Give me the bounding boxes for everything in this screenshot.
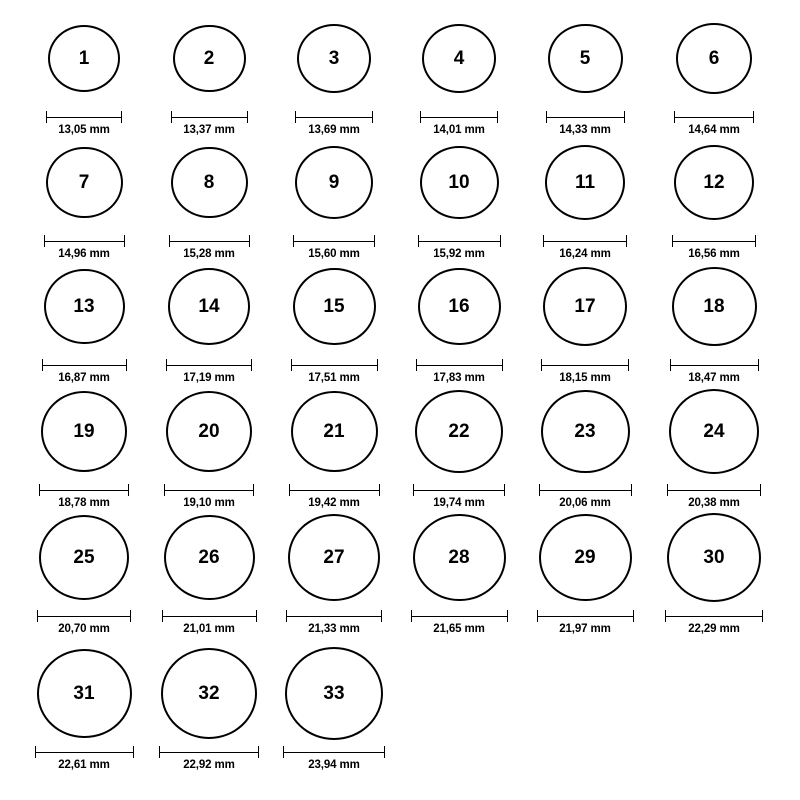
- ring-size-cell: [652, 511, 776, 635]
- caliper-measure-marker: [541, 359, 629, 370]
- ring-size-number: 16: [448, 295, 470, 317]
- ring-diameter-label: 22,61 mm: [58, 759, 110, 771]
- ring-size-number: 13: [73, 295, 95, 317]
- ring-size-cell: [22, 647, 146, 771]
- caliper-measure-marker: [159, 746, 259, 757]
- ring-size-cell: [652, 260, 776, 384]
- ring-circle: [44, 269, 125, 345]
- ring-size-cell: [397, 260, 521, 384]
- ring-size-cell: [22, 511, 146, 635]
- ring-size-cell: [22, 136, 146, 260]
- ring-size-number: 4: [453, 47, 465, 69]
- ring-circle: [46, 147, 123, 219]
- ring-diameter-label: 22,29 mm: [688, 623, 740, 635]
- ring-size-number: 30: [703, 546, 725, 568]
- caliper-measure-marker: [44, 235, 125, 246]
- ring-circle: [674, 145, 754, 220]
- caliper-measure-marker: [35, 746, 134, 757]
- ring-diameter-label: 21,65 mm: [433, 623, 485, 635]
- ring-circle: [420, 146, 499, 220]
- ring-circle: [37, 649, 132, 739]
- caliper-measure-marker: [164, 484, 254, 495]
- ring-circle: [295, 146, 373, 219]
- ring-diameter-label: 14,96 mm: [58, 248, 110, 260]
- ring-size-number: 7: [78, 171, 90, 193]
- ring-diameter-label: 23,94 mm: [308, 759, 360, 771]
- ring-circle: [173, 25, 246, 93]
- ring-diameter-label: 13,05 mm: [58, 124, 110, 136]
- caliper-measure-marker: [39, 484, 129, 495]
- ring-diameter-label: 21,33 mm: [308, 623, 360, 635]
- ring-diameter-label: 14,33 mm: [559, 124, 611, 136]
- ring-circle: [541, 390, 630, 474]
- ring-diameter-label: 18,15 mm: [559, 372, 611, 384]
- ring-size-number: 8: [203, 171, 215, 193]
- ring-size-number: 9: [328, 171, 340, 193]
- ring-circle: [41, 391, 127, 472]
- ring-circle: [415, 390, 503, 473]
- ring-size-number: 12: [703, 171, 725, 193]
- caliper-measure-marker: [672, 235, 756, 246]
- ring-size-cell: [652, 12, 776, 136]
- ring-size-number: 20: [198, 420, 220, 442]
- ring-size-number: 17: [574, 295, 596, 317]
- caliper-measure-marker: [411, 610, 508, 621]
- ring-size-cell: [272, 136, 396, 260]
- ring-circle: [161, 648, 257, 739]
- caliper-measure-marker: [420, 111, 498, 122]
- ring-diameter-label: 15,92 mm: [433, 248, 485, 260]
- ring-size-cell: [397, 136, 521, 260]
- ring-size-number: 6: [708, 47, 720, 69]
- ring-size-number: 11: [574, 171, 596, 193]
- caliper-measure-marker: [283, 746, 385, 757]
- ring-diameter-label: 20,06 mm: [559, 497, 611, 509]
- ring-size-cell: [272, 12, 396, 136]
- ring-size-number: 15: [323, 295, 345, 317]
- ring-circle: [164, 515, 255, 601]
- ring-diameter-label: 20,70 mm: [58, 623, 110, 635]
- ring-size-cell: [272, 385, 396, 509]
- ring-circle: [418, 268, 501, 346]
- caliper-measure-marker: [162, 610, 257, 621]
- caliper-measure-marker: [42, 359, 127, 370]
- ring-diameter-label: 19,42 mm: [308, 497, 360, 509]
- ring-size-number: 31: [73, 682, 95, 704]
- ring-size-number: 25: [73, 546, 95, 568]
- ring-circle: [168, 268, 250, 345]
- ring-circle: [48, 25, 120, 92]
- caliper-measure-marker: [295, 111, 373, 122]
- ring-diameter-label: 16,56 mm: [688, 248, 740, 260]
- ring-size-cell: [22, 260, 146, 384]
- ring-diameter-label: 15,28 mm: [183, 248, 235, 260]
- ring-diameter-label: 16,24 mm: [559, 248, 611, 260]
- ring-size-number: 19: [73, 420, 95, 442]
- ring-diameter-label: 14,01 mm: [433, 124, 485, 136]
- ring-size-cell: [22, 385, 146, 509]
- ring-diameter-label: 17,51 mm: [308, 372, 360, 384]
- ring-diameter-label: 18,47 mm: [688, 372, 740, 384]
- caliper-measure-marker: [674, 111, 754, 122]
- ring-size-number: 26: [198, 546, 220, 568]
- ring-size-number: 22: [448, 420, 470, 442]
- ring-size-number: 14: [198, 295, 220, 317]
- ring-circle: [288, 514, 380, 601]
- ring-size-cell: [147, 136, 271, 260]
- ring-circle: [543, 267, 627, 346]
- ring-size-cell: [22, 12, 146, 136]
- ring-diameter-label: 14,64 mm: [688, 124, 740, 136]
- caliper-measure-marker: [291, 359, 378, 370]
- caliper-measure-marker: [670, 359, 759, 370]
- ring-size-cell: [147, 12, 271, 136]
- ring-size-cell: [147, 385, 271, 509]
- ring-diameter-label: 20,38 mm: [688, 497, 740, 509]
- ring-size-cell: [147, 511, 271, 635]
- caliper-measure-marker: [293, 235, 375, 246]
- ring-diameter-label: 19,10 mm: [183, 497, 235, 509]
- ring-diameter-label: 17,19 mm: [183, 372, 235, 384]
- ring-size-cell: [523, 12, 647, 136]
- caliper-measure-marker: [539, 484, 632, 495]
- ring-circle: [39, 515, 129, 600]
- ring-size-cell: [523, 511, 647, 635]
- ring-circle: [413, 514, 506, 602]
- ring-diameter-label: 19,74 mm: [433, 497, 485, 509]
- ring-size-cell: [397, 12, 521, 136]
- ring-circle: [548, 24, 623, 94]
- ring-size-number: 10: [448, 171, 470, 193]
- caliper-measure-marker: [413, 484, 505, 495]
- ring-size-number: 3: [328, 47, 340, 69]
- ring-circle: [672, 267, 757, 347]
- ring-diameter-label: 15,60 mm: [308, 248, 360, 260]
- ring-circle: [291, 391, 378, 473]
- caliper-measure-marker: [286, 610, 382, 621]
- caliper-measure-marker: [537, 610, 634, 621]
- ring-diameter-label: 16,87 mm: [58, 372, 110, 384]
- ring-size-number: 5: [579, 47, 591, 69]
- caliper-measure-marker: [418, 235, 501, 246]
- ring-size-cell: [272, 260, 396, 384]
- ring-diameter-label: 17,83 mm: [433, 372, 485, 384]
- ring-size-number: 23: [574, 420, 596, 442]
- ring-size-number: 2: [203, 47, 215, 69]
- ring-size-cell: [272, 511, 396, 635]
- caliper-measure-marker: [543, 235, 627, 246]
- ring-size-cell: [523, 385, 647, 509]
- ring-size-number: 24: [703, 420, 725, 442]
- ring-diameter-label: 13,37 mm: [183, 124, 235, 136]
- ring-size-number: 18: [703, 295, 725, 317]
- ring-size-number: 32: [198, 682, 220, 704]
- ring-circle: [171, 147, 248, 219]
- caliper-measure-marker: [171, 111, 248, 122]
- ring-size-number: 21: [323, 420, 345, 442]
- ring-circle: [667, 513, 761, 602]
- ring-circle: [676, 23, 752, 94]
- ring-circle: [539, 514, 632, 602]
- ring-diameter-label: 21,97 mm: [559, 623, 611, 635]
- ring-diameter-label: 22,92 mm: [183, 759, 235, 771]
- ring-circle: [293, 268, 376, 346]
- ring-size-cell: [397, 511, 521, 635]
- caliper-measure-marker: [416, 359, 503, 370]
- ring-circle: [166, 391, 252, 472]
- ring-circle: [285, 647, 383, 740]
- ring-size-cell: [272, 647, 396, 771]
- ring-diameter-label: 21,01 mm: [183, 623, 235, 635]
- caliper-measure-marker: [546, 111, 625, 122]
- caliper-measure-marker: [169, 235, 250, 246]
- ring-size-cell: [523, 260, 647, 384]
- caliper-measure-marker: [665, 610, 763, 621]
- ring-size-cell: [652, 385, 776, 509]
- caliper-measure-marker: [37, 610, 131, 621]
- ring-circle: [545, 145, 625, 220]
- ring-size-cell: [652, 136, 776, 260]
- ring-diameter-label: 13,69 mm: [308, 124, 360, 136]
- ring-circle: [669, 389, 759, 474]
- caliper-measure-marker: [46, 111, 122, 122]
- ring-size-number: 27: [323, 546, 345, 568]
- caliper-measure-marker: [289, 484, 380, 495]
- ring-size-cell: [523, 136, 647, 260]
- ring-size-number: 33: [323, 682, 345, 704]
- ring-circle: [422, 24, 496, 93]
- ring-size-number: 29: [574, 546, 596, 568]
- ring-size-cell: [147, 260, 271, 384]
- ring-size-cell: [147, 647, 271, 771]
- caliper-measure-marker: [667, 484, 761, 495]
- caliper-measure-marker: [166, 359, 252, 370]
- ring-size-number: 1: [78, 47, 90, 69]
- ring-diameter-label: 18,78 mm: [58, 497, 110, 509]
- ring-size-number: 28: [448, 546, 470, 568]
- ring-circle: [297, 24, 371, 93]
- ring-size-cell: [397, 385, 521, 509]
